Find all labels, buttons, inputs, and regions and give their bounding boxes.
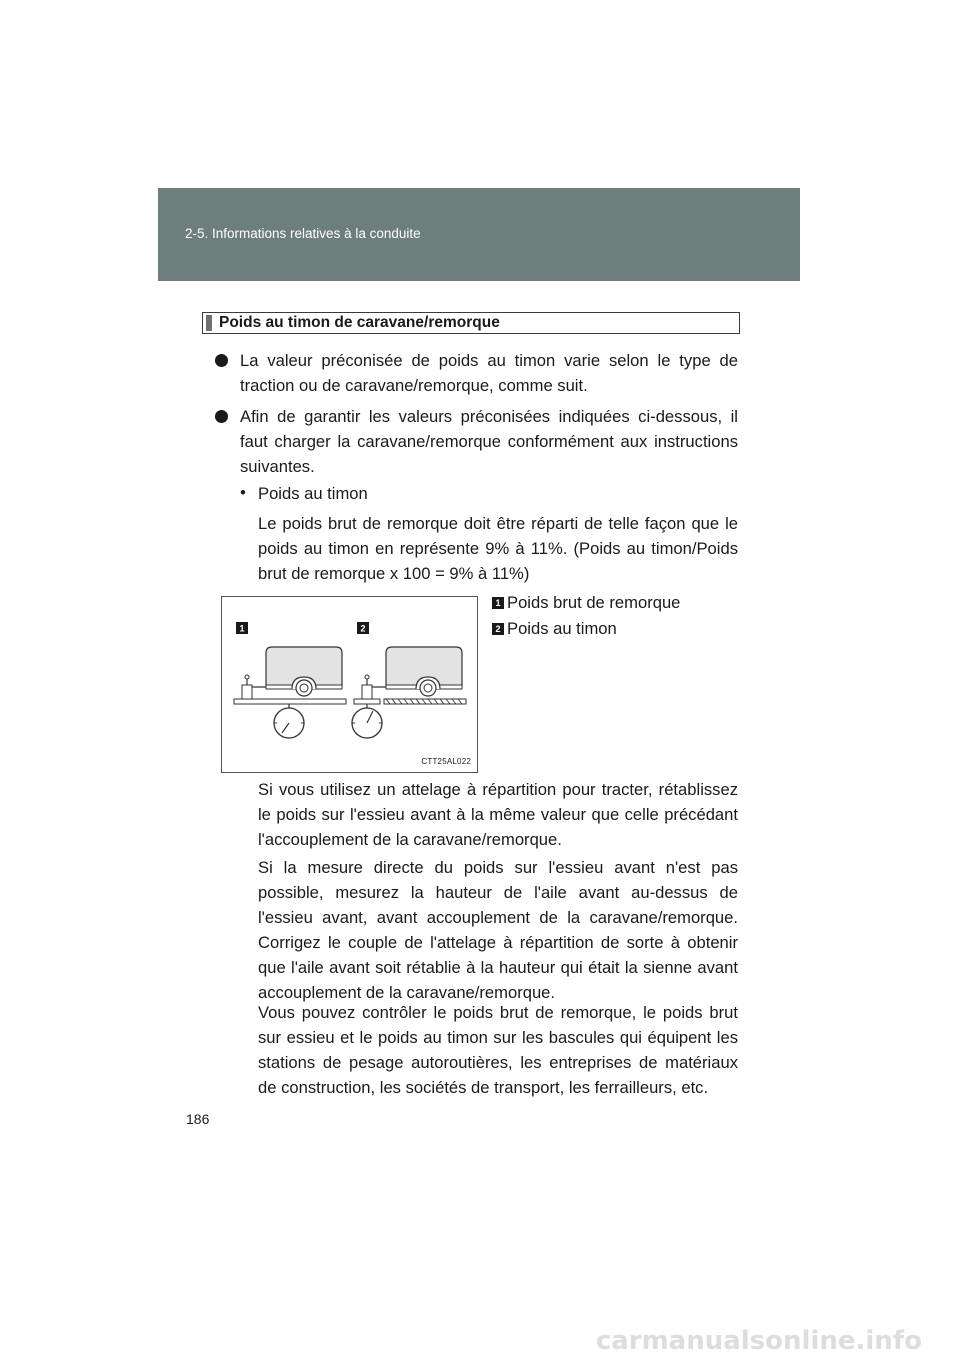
- paragraph-line: possible, mesurez la hauteur de l'aile avant au-dessus de: [258, 883, 738, 902]
- paragraph-line: que l'aile avant soit rétablie à la hauteur qui était la sienne avant: [258, 958, 738, 977]
- trailer-illustration: [222, 597, 477, 772]
- paragraph-line: l'accouplement de la caravane/remorque.: [258, 830, 562, 849]
- watermark-text: carmanualsonline.info: [595, 1326, 922, 1356]
- paragraph-line: Corrigez le couple de l'attelage à répartition de sorte à obtenir: [258, 933, 738, 952]
- paragraph-line: l'essieu avant, avant accouplement de la caravane/remorque.: [258, 908, 738, 927]
- legend-text-2: Poids au timon: [507, 619, 617, 638]
- trailer-weight-figure: [221, 596, 478, 773]
- legend-text-1: Poids brut de remorque: [507, 593, 681, 612]
- sub-bullet-label: Poids au timon: [258, 484, 368, 503]
- paragraph-line: accouplement de la caravane/remorque.: [258, 983, 556, 1002]
- legend-number-1: 1: [492, 597, 504, 609]
- trailer-right: [352, 647, 466, 738]
- box-title: [202, 312, 740, 334]
- box-title-text: Poids au timon de caravane/remorque: [219, 314, 500, 331]
- paragraph-line: de construction, les sociétés de transport, les ferrailleurs, etc.: [258, 1078, 709, 1097]
- page-number: 186: [186, 1111, 210, 1127]
- bullet-1-line: La valeur préconisée de poids au timon varie selon le type de: [240, 351, 738, 370]
- legend-item-2: [492, 618, 617, 640]
- bullet-2-line: suivantes.: [240, 457, 315, 476]
- bullet-dot-2: [215, 410, 228, 423]
- sub-bullet-text: [258, 511, 738, 586]
- sub-text-line: brut de remorque x 100 = 9% à 11%): [258, 564, 530, 583]
- sub-text-line: poids au timon en représente 9% à 11%. (Poids au timon/Poids: [258, 539, 738, 558]
- legend-item-1: [492, 592, 680, 614]
- trailer-left: [234, 647, 346, 738]
- legend-number-2: 2: [492, 623, 504, 635]
- figure-label-2: 2: [360, 623, 366, 634]
- bullet-dot-1: [215, 354, 228, 367]
- figure-label-1: 1: [239, 623, 245, 634]
- section-title: 2-5. Informations relatives à la conduite: [185, 226, 421, 241]
- paragraph-line: Si la mesure directe du poids sur l'essieu avant n'est pas: [258, 858, 738, 877]
- paragraph-line: sur essieu et le poids au timon sur les bascules qui équipent les: [258, 1028, 738, 1047]
- paragraph-line: stations de pesage autoroutières, les entreprises de matériaux: [258, 1053, 738, 1072]
- box-title-marker: [206, 315, 212, 331]
- watermark: [0, 1322, 960, 1358]
- bullet-1-text: [240, 348, 738, 398]
- paragraph-line: Vous pouvez contrôler le poids brut de remorque, le poids brut: [258, 1003, 738, 1022]
- paragraph-1: [258, 777, 738, 852]
- sub-bullet-dot: •: [240, 483, 246, 502]
- bullet-2-text: [240, 404, 738, 479]
- paragraph-line: le poids sur l'essieu avant à la même valeur que celle précédant: [258, 805, 738, 824]
- bullet-1-line: traction ou de caravane/remorque, comme suit.: [240, 376, 588, 395]
- bullet-2-line: Afin de garantir les valeurs préconisées indiquées ci-dessous, il: [240, 407, 738, 426]
- paragraph-3: [258, 1000, 738, 1100]
- paragraph-line: Si vous utilisez un attelage à répartition pour tracter, rétablissez: [258, 780, 738, 799]
- bullet-2-line: faut charger la caravane/remorque conformément aux instructions: [240, 432, 738, 451]
- section-header-band: [158, 188, 800, 281]
- sub-text-line: Le poids brut de remorque doit être réparti de telle façon que le: [258, 514, 738, 533]
- paragraph-2: [258, 855, 738, 1005]
- figure-code: CTT25AL022: [421, 757, 471, 766]
